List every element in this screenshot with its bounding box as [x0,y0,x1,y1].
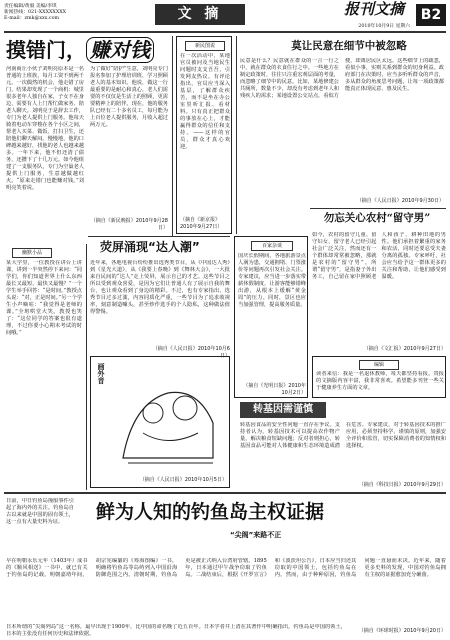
sidebar1-tag: 幽默小品 [12,248,52,258]
box2-body: 国庆长假期间，各地旅游景点人满为患，交通拥堵、门票涨价等问题再次引发社会关注。专家建议，应当进一步落实带薪休假制度，让游客能够错峰出游，从根本上缓解“黄金周”的压力。同时，景区也应当加强管理，提高服务质量。 [238,253,306,308]
box3-tag: 编辑 [359,360,399,370]
article5-body2: 日本所谓的“尖阁列岛”这一名称，最早出现于1900年，比中国的命名晚了近五百年。日本学者井上清在其著作中明确指出，钓鱼岛是中国的领土，日本的主张没有任何历史和法律依据。 [6,624,346,637]
article3-body: 民意是什么？民意就在群众的一言一行之中，就在群众的衣食住行之中。一些地方在制定政策时，往往只注重宏观层面的考量，而忽略了细节中的民意。比如，某地修建公共厕所，数量不少，却没有考虑到老年人和残疾人的需求；某地设置公交站点，看似方便，却离居民区太远。这些细节上的疏忽，看似小事，实则关系到群众的切身利益。政府部门在决策时，应当多听听群众的声音，多从群众的角度思考问题，让每一项政策都能真正体现民意、惠及民生。 [240,58,444,99]
meta-line: E-mail：zmk@xxx.com [4,16,60,21]
article1-body-col2: 为了做好“陪护”生意，刘明亮专门报名参加了护理培训班，学习照顾老人的基本知识。他说，做这一行最重要的是耐心和真心，老人们需要的不仅仅是生活上的照顾，更需要精神上的陪伴。现在，他的服务队已经有二十多名员工，每月能为上百位老人提供服务，月收入超过两万元。 [90,66,168,128]
box1 [176,36,232,234]
divider [172,36,173,236]
comic-title: 画外音 [97,363,105,384]
header-rule [4,31,446,33]
article5-headline: 鲜为人知的钓鱼岛主权证据 [96,501,325,523]
sidebar1-body: 某大学里，一位教授在讲台上讲课，讲到一半突然停下来问：“同学们，你们知道世界上什么东西最长又最短，最快又最慢？”一个学生举手回答：“是时间。”教授点头说：“对，正是时间。”另一个学生小声嘀咕：“我觉得是老师的课。”全班哄堂大笑。教授也笑了：“这位同学的答案也很有道理，不过你要小心期末考试的时间哦。” [6,260,82,336]
banner1-title: 转基因需谨慎 [240,402,326,418]
article5-subhead: “尖阁”来路不正 [230,531,282,539]
article2-body: 近年来，各地电视台纷纷推出选秀类节目，从《中国达人秀》到《星光大道》，从《我要上春晚》到《舞林大会》，一大批来自民间的“达人”走上荧屏，展示自己的才艺。这些节目之所以受到观众喜爱，是因为它们让普通人有了展示自我的舞台，也让观众看到了身边的精彩。不过，也有专家指出，选秀节目过多过滥，内容同质化严重，一些节目为了追求收视率，刻意制造噱头，甚至炒作选手的个人隐私，这种做法值得警惕。 [90,260,230,315]
section-title: 文 摘 [155,4,245,25]
divider [88,236,230,237]
headline-part-b: 赚对钱 [86,37,154,63]
box3 [312,356,446,398]
box1-source: （摘自《新京报》2010年9月27日） [180,217,223,230]
box3-body: 读者来信：我是一名退休教师，每天都坚持看报。贵报的文摘版内容丰富，我非常喜欢。希望能多刊登一些关于健康养生方面的文章。 [316,371,444,391]
article2-source: （摘自《人民日报》2010年10月6日） [152,346,230,359]
comic-box [90,356,230,488]
banner1-body: 转基因食品的安全性问题一直存在争议。支持者认为，转基因技术可以提高农作物产量，解决粮食短缺问题；反对者则担心，转基因食品可能对人体健康和生态环境造成潜在危害。专家建议，对于转基因技术的推广应用，必须坚持科学、谨慎的原则，加强安全评价和监管，切实保障消费者的知情权和选择权。 [240,422,446,449]
article2-headline: 荧屏涌现“达人潮” [100,240,200,254]
box2-source: （摘自《光明日报》2010年10月2日） [243,383,306,396]
header-meta [4,4,74,22]
headline-part-a: 摸错门， [6,38,86,62]
box2-tag: 百家杂谈 [251,241,293,251]
article3-headline: 莫让民意在细节中被忽略 [291,40,407,52]
divider [86,244,87,490]
comic-caption: （摘自《人民日报》2010年10月5日） [139,477,227,483]
article1-body: 河南商丘小伙子刘明亮原本是一名普通的上班族，每月工资不到两千元。一次偶然的机会，他走错了房门，结果却发现了一个商机：城里很多老年人独自在家，子女不在身边，需要有人上门帮忙做家务、陪老人聊天。刘明亮于是辞去工作，专门为老人提供上门服务。他每天骑着电动车穿梭在各个小区之间，帮老人买菜、做饭、打扫卫生，还陪他们聊天解闷。慢慢地，他的口碑越来越好，找他的老人也越来越多。一年下来，他不但还清了债务，还攒下了十几万元。如今他组建了一支服务队，专门为空巢老人提供上门服务，生意越做越红火。“原来走错门也能赚对钱。”刘明亮笑着说。 [6,66,84,191]
article4-headline: 勿忘关心农村“留守男” [323,212,431,224]
article1-source: （摘自《新民晚报》2010年9月28日） [90,218,168,231]
meta-line: 新闻热线：021-XXXXXXXX [4,10,67,15]
masthead: 报刊文摘 [343,0,404,18]
article5-body: 早在明朝永乐元年（1403年）成书的《顺风相送》一书中，就已有关于钓鱼岛的记载。明朝嘉靖年间，胡宗宪编纂的《筹海图编》一书，明确将钓鱼岛等岛屿列入中国沿海防御范围之内。清朝时期，钓鱼岛更是被正式纳入台湾府管辖。1895年，日本通过甲午战争窃取了钓鱼岛。二战结束后，根据《开罗宣言》和《波茨坦公告》，日本应当归还其窃取的中国领土，包括钓鱼岛在内。然而，由于种种原因，钓鱼岛问题一直悬而未决。近年来，随着更多史料的发现，中国对钓鱼岛拥有主权的证据愈加充分确凿。 [6,558,446,578]
box1-body: 在一次活动中，某地官员被问及当地民生问题时支支吾吾，引发网友热议。有评论指出，官员应当深入基层，了解群众疾苦，而不是坐在办公室里听汇报、看材料。只有真正把群众的事放在心上，才能赢得群众的信任和支持。——这样的官员，群众才真心欢迎。 [180,53,230,150]
divider [310,208,446,209]
banner1-source: （摘自《科技日报》2010年9月29日） [358,482,446,488]
article3-source: （摘自《人民日报》2010年9月30日） [356,198,444,204]
article4-source: （摘自《文汇报》2010年9月27日） [363,346,446,352]
article5-intro: 日前，中日钓鱼岛撞船事件引起了海内外的关注。钓鱼岛自古以来就是中国的固有领土，这一点有大量史料为证。 [6,498,74,525]
divider [4,492,446,494]
box1-tag: 新民图说 [185,41,225,51]
page-number: B2 [416,4,446,26]
divider [236,36,237,234]
issue-date: 2010年10月9日 星期六 [358,24,410,29]
box2 [234,236,308,398]
comic-illustration [113,363,225,473]
article4-body: 如今，农村的留守儿童、留守妇女、留守老人已经引起社会广泛关注，然而还有一个群体却常常被忽略，那就是农村的“留守男”。所谓“留守男”，是指妻子外出务工，自己留在家中照顾老人和孩子、耕种田地的男性。他们承担着繁重的家务和农活，同时还要忍受夫妻分离的孤独。专家呼吁，社会应当给予这一群体更多的关注和帮助，让他们感受到温暖。 [312,232,446,280]
meta-line: 责任编辑/黄毅 美编/李琪 [4,4,57,9]
article5-source: （摘自《环球时报》2010年9月20日） [358,628,446,634]
article1-headline [6,38,166,62]
